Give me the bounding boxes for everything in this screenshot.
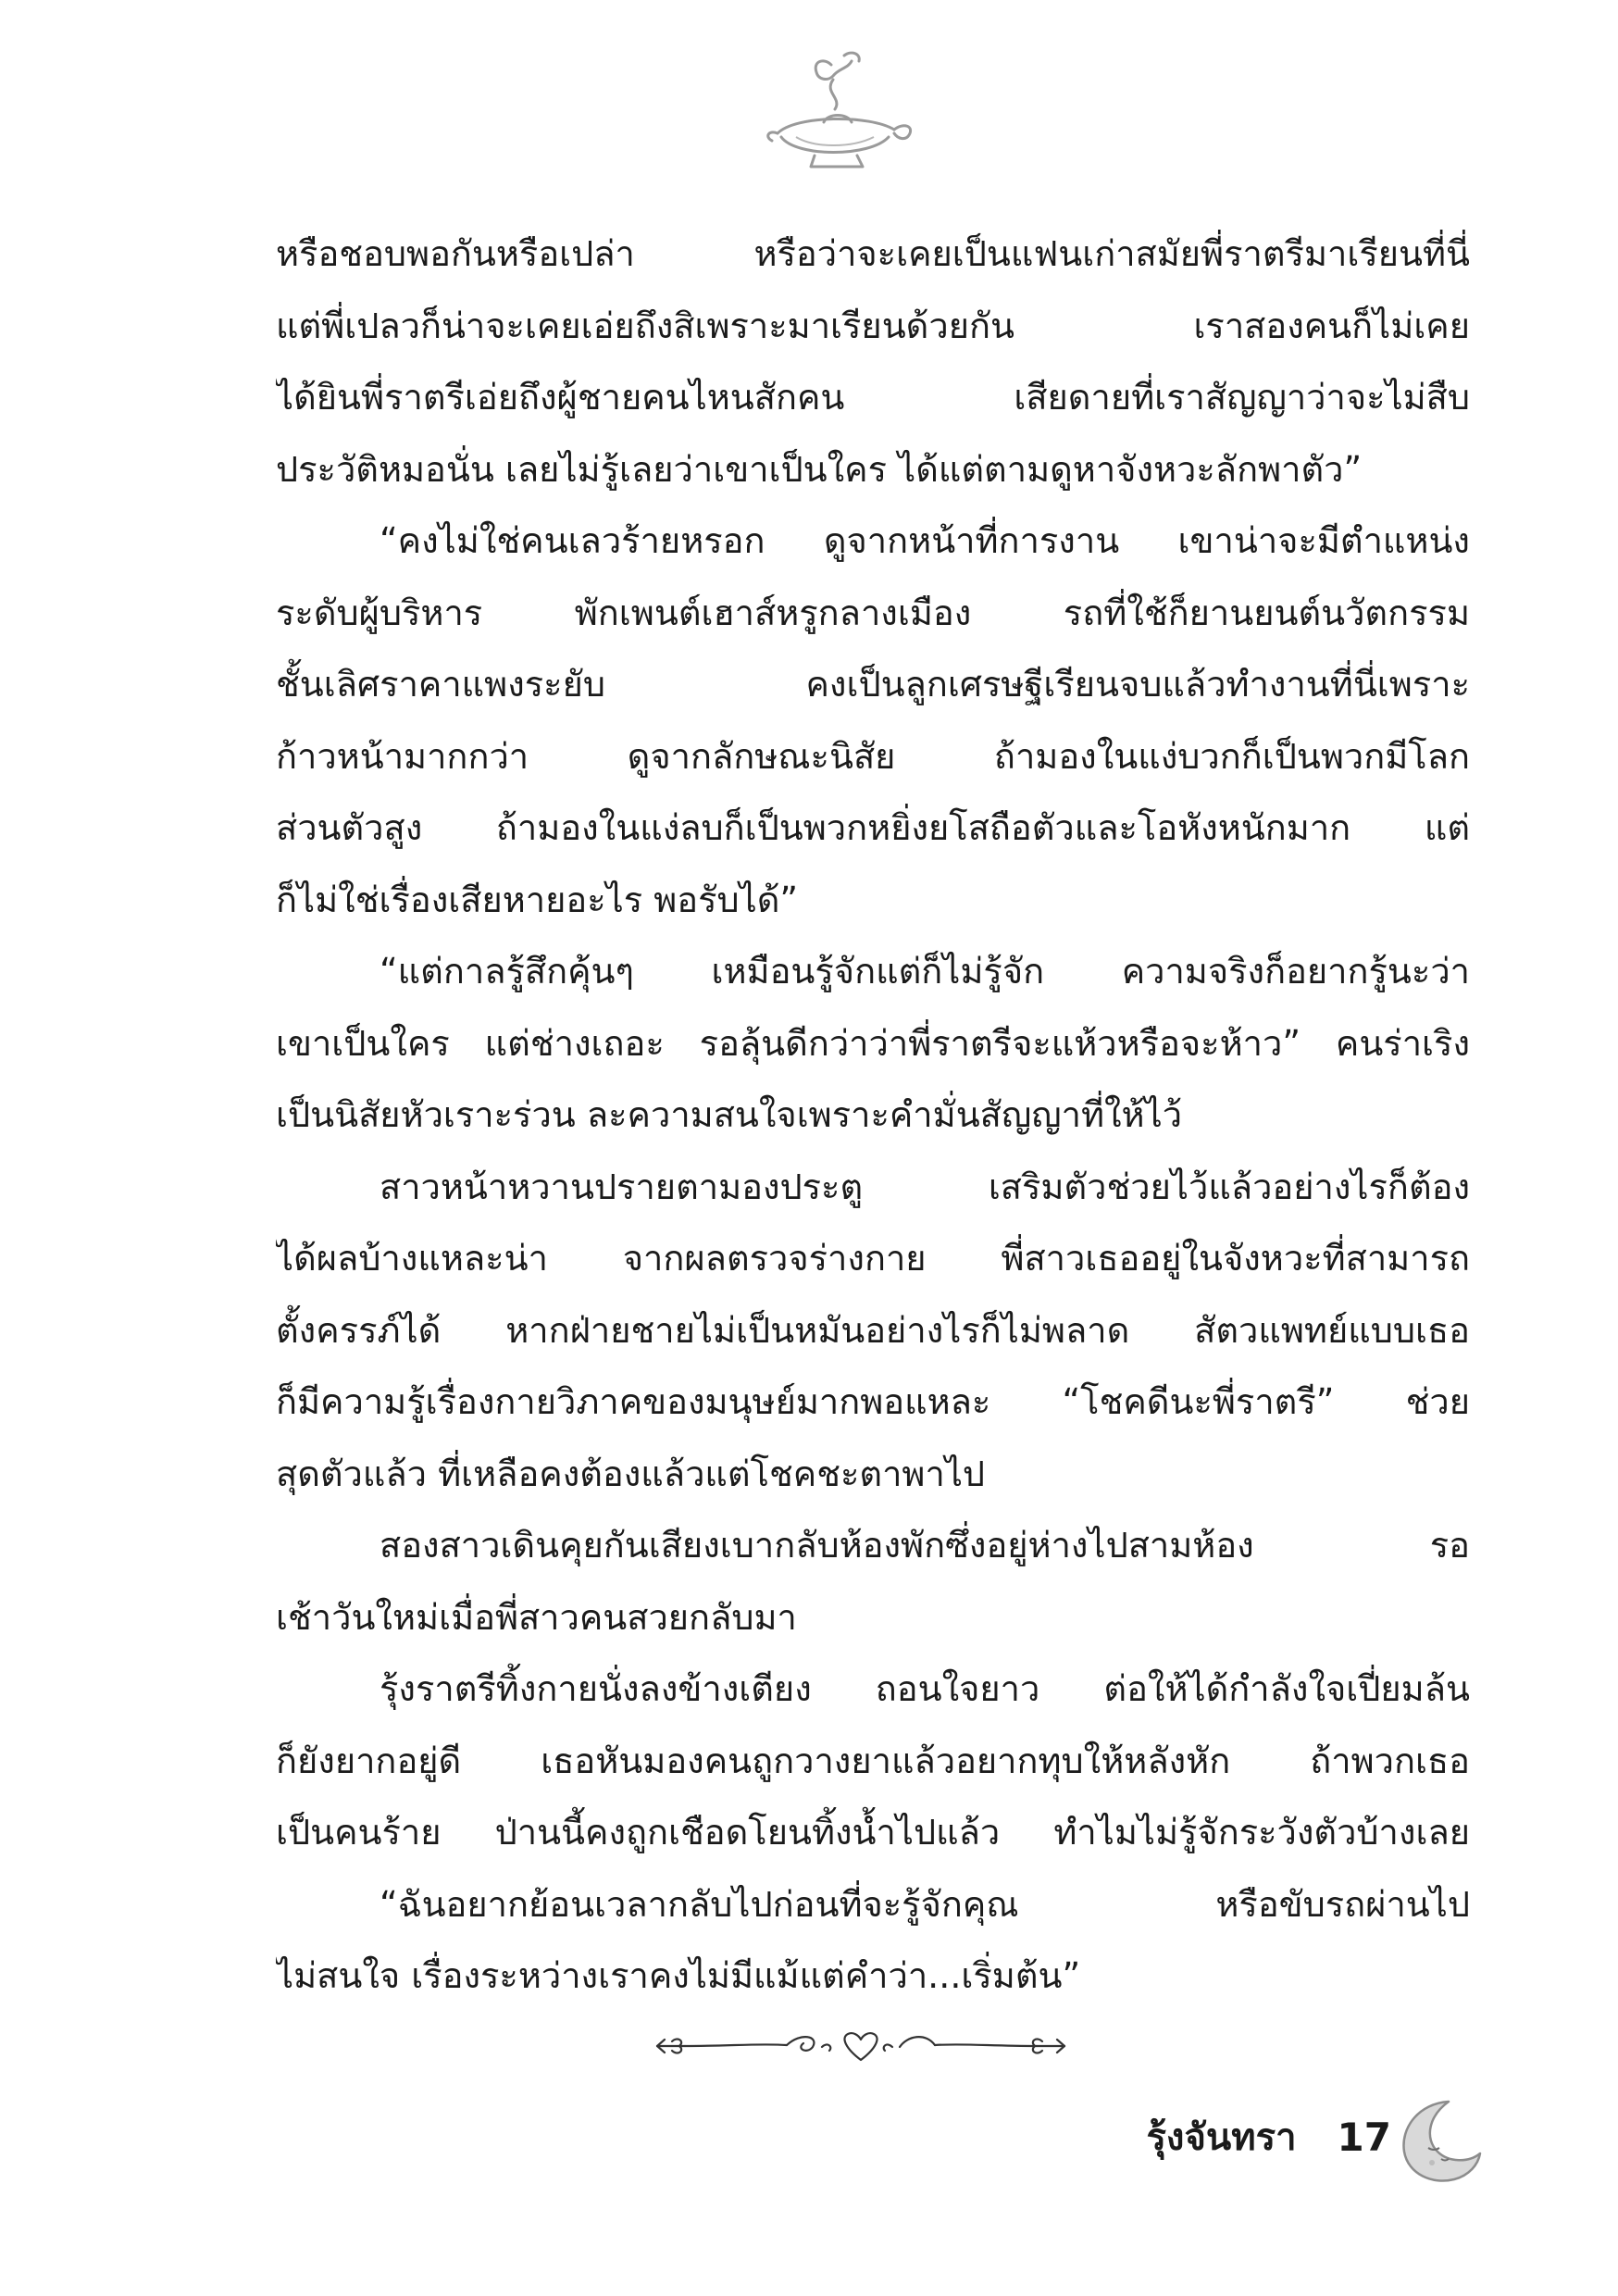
text-line: ได้ยินพี่ราตรีเอ่ยถึงผู้ชายคนไหนสักคน เสียดายที่เราสัญญาว่าจะไม่สืบ — [276, 377, 1470, 418]
text-line: ชั้นเลิศราคาแพงระยับ คงเป็นลูกเศรษฐีเรียนจบแล้วทำงานที่นี่เพราะ — [276, 664, 1470, 705]
text-line: ก็มีความรู้เรื่องกายวิภาคของมนุษย์มากพอแหละ “โชคดีนะพี่ราตรี” ช่วย — [276, 1381, 1470, 1422]
text-line: เป็นคนร้าย ป่านนี้คงถูกเชือดโยนทิ้งน้ำไปแล้ว ทำไมไม่รู้จักระวังตัวบ้างเลย — [276, 1812, 1470, 1853]
text-line: ส่วนตัวสูง ถ้ามองในแง่ลบก็เป็นพวกหยิ่งยโสถือตัวและโอหังหนักมาก แต่ — [276, 807, 1470, 848]
story-body — [276, 218, 1470, 2013]
page-footer — [1146, 2100, 1391, 2174]
text-line: ก็ยังยากอยู่ดี เธอหันมองคนถูกวางยาแล้วอยากทุบให้หลังหัก ถ้าพวกเธอ — [276, 1740, 1470, 1781]
text-line: ก้าวหน้ามากกว่า ดูจากลักษณะนิสัย ถ้ามองในแง่บวกก็เป็นพวกมีโลก — [276, 735, 1470, 777]
text-line: “ฉันอยากย้อนเวลากลับไปก่อนที่จะรู้จักคุณ หรือขับรถผ่านไป — [380, 1883, 1470, 1925]
heart-flourish-icon — [648, 2023, 1074, 2069]
text-line: สาวหน้าหวานปรายตามองประตู เสริมตัวช่วยไว้แล้วอย่างไรก็ต้อง — [380, 1166, 1470, 1207]
text-line: แต่พี่เปลวก็น่าจะเคยเอ่ยถึงสิเพราะมาเรียนด้วยกัน เราสองคนก็ไม่เคย — [276, 305, 1470, 346]
text-line: “คงไม่ใช่คนเลวร้ายหรอก ดูจากหน้าที่การงาน เขาน่าจะมีตำแหน่ง — [380, 520, 1470, 561]
text-line: รุ้งราตรีทิ้งกายนั่งลงข้างเตียง ถอนใจยาว ต่อให้ได้กำลังใจเปี่ยมล้น — [380, 1668, 1470, 1709]
text-line: หรือชอบพอกันหรือเปล่า หรือว่าจะเคยเป็นแฟนเก่าสมัยพี่ราตรีมาเรียนที่นี่ — [276, 233, 1470, 274]
crescent-moon-icon — [1391, 2094, 1484, 2187]
text-line: ระดับผู้บริหาร พักเพนต์เฮาส์หรูกลางเมือง รถที่ใช้ก็ยานยนต์นวัตกรรม — [276, 592, 1470, 633]
text-line: เป็นนิสัยหัวเราะร่วน ละความสนใจเพราะคำมั่นสัญญาที่ให้ไว้ — [276, 1094, 1183, 1135]
text-line: ไม่สนใจ เรื่องระหว่างเราคงไม่มีแม้แต่คำว่า...เริ่มต้น” — [276, 1955, 1081, 1996]
text-line: “แต่กาลรู้สึกคุ้นๆ เหมือนรู้จักแต่ก็ไม่รู้จัก ความจริงก็อยากรู้นะว่า — [380, 951, 1470, 992]
text-line: ประวัติหมอนั่น เลยไม่รู้เลยว่าเขาเป็นใคร ได้แต่ตามดูหาจังหวะลักพาตัว” — [276, 448, 1363, 490]
genie-lamp-icon — [759, 48, 926, 178]
text-line: เช้าวันใหม่เมื่อพี่สาวคนสวยกลับมา — [276, 1596, 797, 1638]
text-line: สุดตัวแล้ว ที่เหลือคงต้องแล้วแต่โชคชะตาพาไป — [276, 1453, 986, 1494]
page-number: 17 — [1337, 2114, 1391, 2160]
text-line: ตั้งครรภ์ได้ หากฝ่ายชายไม่เป็นหมันอย่างไรก็ไม่พลาด สัตวแพทย์แบบเธอ — [276, 1309, 1470, 1351]
text-line: ก็ไม่ใช่เรื่องเสียหายอะไร พอรับได้” — [276, 879, 799, 920]
text-line: เขาเป็นใคร แต่ช่างเถอะ รอลุ้นดีกว่าว่าพี่ราตรีจะแห้วหรือจะห้าว” คนร่าเริง — [276, 1022, 1470, 1064]
book-title: รุ้งจันทรา — [1146, 2116, 1297, 2159]
text-line: สองสาวเดินคุยกันเสียงเบากลับห้องพักซึ่งอยู่ห่างไปสามห้อง รอ — [380, 1525, 1470, 1566]
text-line: ได้ผลบ้างแหละน่า จากผลตรวจร่างกาย พี่สาวเธออยู่ในจังหวะที่สามารถ — [276, 1238, 1470, 1279]
